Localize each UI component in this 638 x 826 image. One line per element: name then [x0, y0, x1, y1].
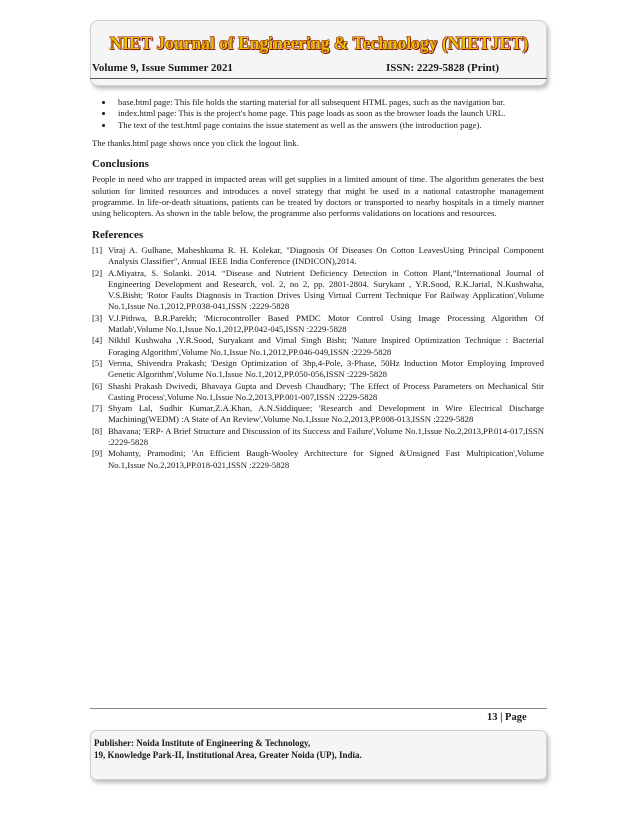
list-item: • The text of the test.html page contains the issue statement as well as the answers (the introduction page).: [114, 120, 544, 131]
reference-text: Shashi Prakash Dwivedi, Bhavaya Gupta and Devesh Chaudhary; 'The Effect of Process Parameters on Mechanical Stir Casting Process',Volume No.1,Issue No.2,2013,PP.001-007,ISSN :2229-5828: [108, 380, 544, 402]
conclusions-text: People in need who are trapped in impacted areas will get supplies in a limited amount of time. The algorithm generates the best solution for limited resources and introduces a novel strategy that might be used in a national catastrophe management programme. In life-or-death situations, patients can be treated by doctors or transported to nearby hospitals in a timely manner using helicopters. As shown in the table below, the programme also performs validations on locations and resources.: [92, 174, 544, 219]
reference-text: Verma, Shivendra Prakash; 'Design Optimization of 3hp,4-Pole, 3-Phase, 50Hz Induction Motor Employing Improved Genetic Algorithm',Volume No.1,Issue No.1,2012,PP.050-056,ISSN :2229-5828: [108, 357, 544, 380]
list-item: • base.html page: This file holds the starting material for all subsequent HTML pages, such as the navigation bar.: [114, 97, 544, 108]
conclusions-heading: Conclusions: [92, 158, 149, 171]
reference-text: Mohanty, Pramodini; 'An Efficient Baugh-Wooley Architecture for Signed &Unsigned Fast Multipication',Volume No.1,Issue No.2,2013,PP.018-021,ISSN :2229-5828: [108, 448, 544, 470]
header-divider: [90, 78, 547, 79]
file-description-list: [92, 97, 544, 131]
issn-info: ISSN: 2229-5828 (Print): [386, 62, 500, 74]
footer-divider: [90, 708, 547, 709]
reference-item: [92, 313, 544, 336]
reference-text: Bhavana; 'ERP- A Brief Structure and Discussion of its Success and Failure',Volume No.1,Issue No.2,2013,PP.014-017,ISSN :2229-5828: [108, 425, 544, 448]
reference-number: [2]: [92, 267, 103, 278]
list-item: • index.html page: This is the project's home page. This page loads as soon as the browser loads the launch URL.: [114, 108, 544, 119]
reference-item: [92, 403, 544, 426]
reference-item: [92, 358, 544, 381]
reference-number: [3]: [92, 312, 103, 323]
reference-text: A.Miyatra, S. Solanki. 2014. “Disease and Nutrient Deficiency Detection in Cotton Plant,”International Journal of Engineering Development and Research, vol. 2, no 2, pp. 2801-2804. Surykant , Y.R.Sood, R.K.Jarial, N.Kushwaha, V.S.Bisht; 'Rotor Faults Diagnosis in Traction Drives Using Virtual Current Technique For Railway Application',Volume No.1,Issue No.1,2012,PP.038-041,ISSN :2229-5828: [108, 267, 544, 312]
references-list: [92, 245, 544, 471]
reference-item: [92, 335, 544, 358]
reference-number: [6]: [92, 380, 103, 391]
reference-number: [8]: [92, 425, 103, 436]
reference-item: [92, 381, 544, 404]
reference-item: [92, 426, 544, 449]
reference-item: [92, 268, 544, 313]
reference-item: [92, 245, 544, 268]
page-number: 13 | Page: [487, 712, 527, 723]
reference-number: [7]: [92, 403, 103, 414]
publisher-address: 19, Knowledge Park-II, Institutional Area, Greater Noida (UP), India.: [94, 750, 362, 760]
volume-info: Volume 9, Issue Summer 2021: [92, 62, 233, 74]
references-heading: References: [92, 228, 144, 241]
reference-number: [4]: [92, 335, 103, 346]
reference-number: [1]: [92, 244, 103, 255]
reference-item: [92, 448, 544, 471]
reference-number: [5]: [92, 357, 103, 368]
reference-number: [9]: [92, 448, 103, 459]
reference-text: Nikhil Kushwaha ,Y.R.Sood, Suryakant and Vimal Singh Bisht; 'Nature Inspired Optimization Technique : Bacterial Foraging Algorithm',Volume No.1,Issue No.1,2012,PP.046-049,ISSN :2229-5828: [108, 335, 544, 357]
main-content: [92, 97, 544, 471]
thanks-paragraph: The thanks.html page shows once you click the logout link.: [92, 137, 299, 148]
reference-text: Viraj A. Gulhane, Maheshkuma R. H. Kolekar, "Diagnosis Of Diseases On Cotton LeavesUsing Principal Component Analysis Classifier", Annual IEEE India Conference (INDICON),2014.: [108, 244, 544, 267]
reference-text: Shyam Lal, Sudhir Kumar,Z.A.Khan, A.N.Siddiquee; 'Research and Development in Wire Electrical Discharge Machining(WEDM) :A State of An Review',Volume No.1,Issue No.2,2013,PP.008-013,ISSN :2229-5828: [108, 403, 544, 425]
reference-text: V.J.Pithwa, B.R.Parekh; 'Microcontroller Based PMDC Motor Control Using Image Processing Algorithm Of Matlab',Volume No.1,Issue No.1,2012,PP.042-045,ISSN :2229-5828: [108, 312, 544, 335]
journal-title: NIET Journal of Engineering & Technology (NIETJET): [109, 33, 529, 53]
publisher-line: Publisher: Noida Institute of Engineering & Technology,: [94, 738, 311, 748]
